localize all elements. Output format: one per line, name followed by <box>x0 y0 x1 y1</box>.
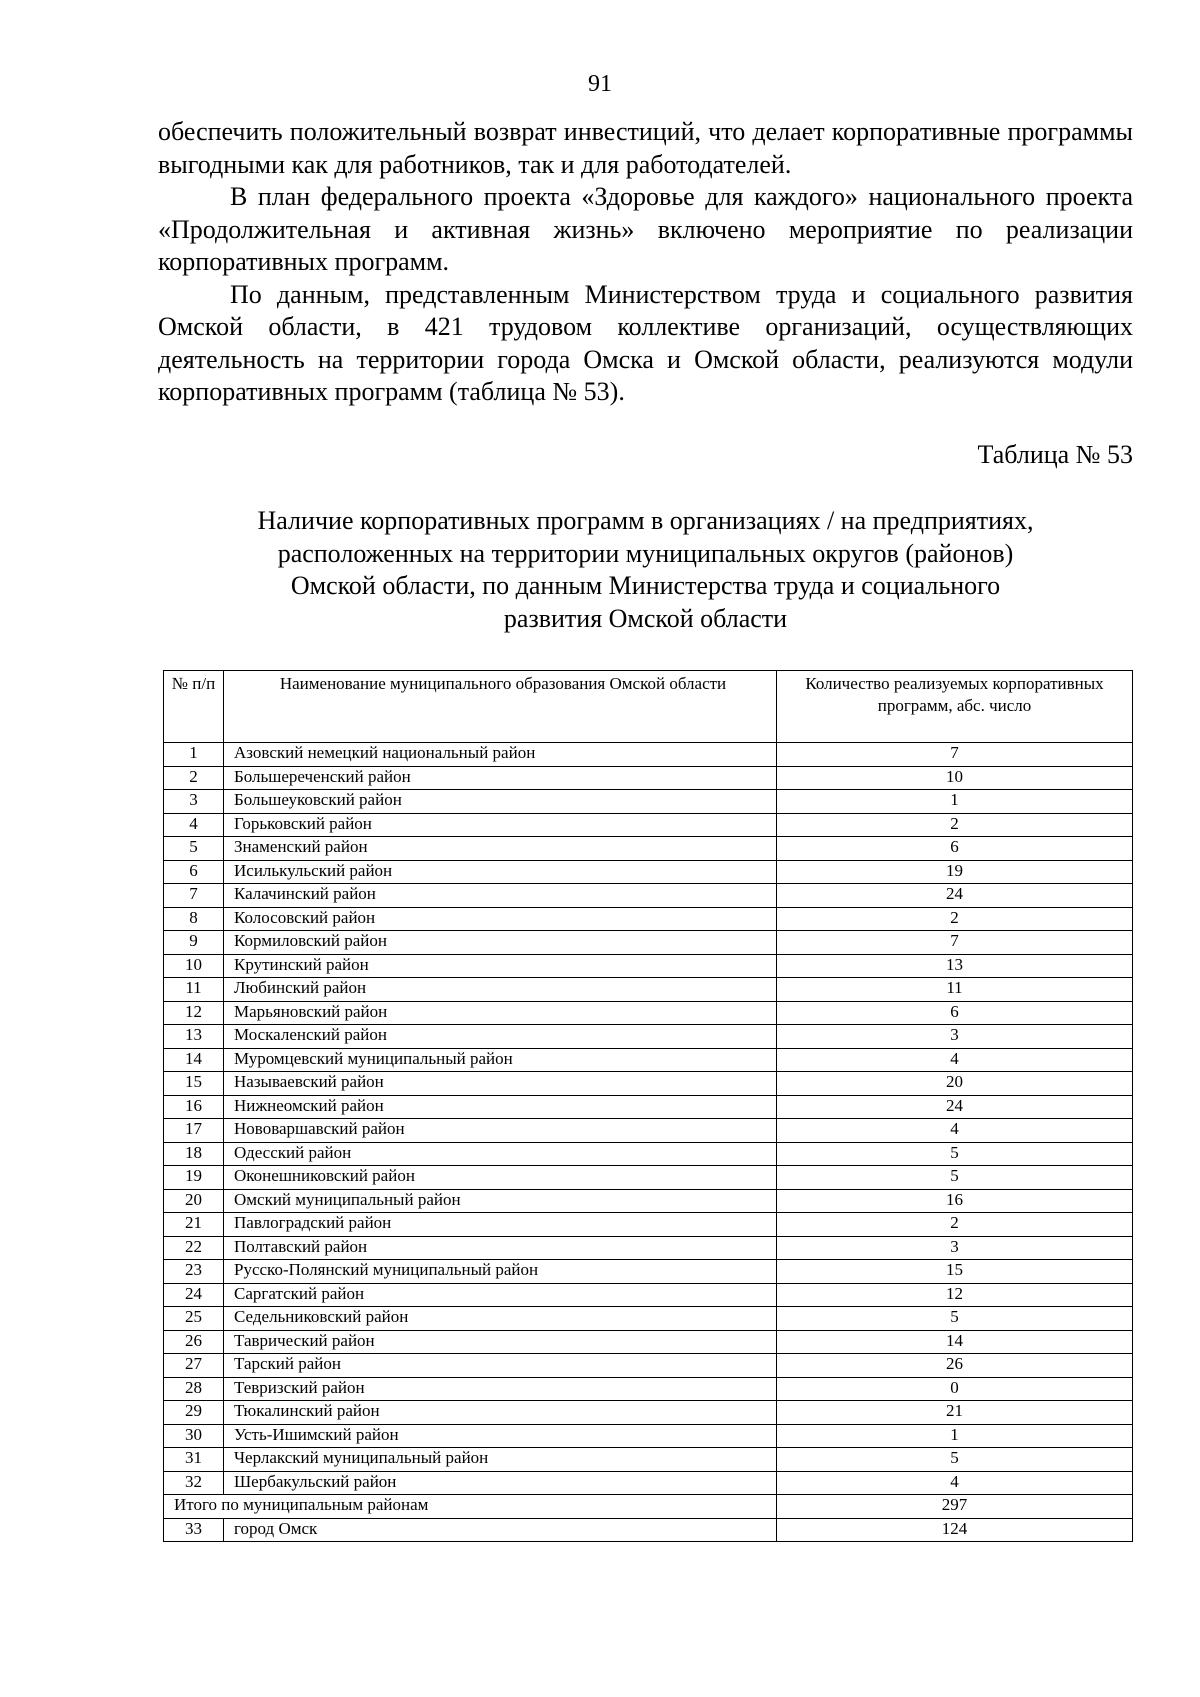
row-number: 15 <box>164 1072 224 1096</box>
row-number: 22 <box>164 1236 224 1260</box>
row-number: 28 <box>164 1377 224 1401</box>
table-row <box>164 1048 1133 1072</box>
row-name: Муромцевский муниципальный район <box>224 1048 777 1072</box>
row-number: 7 <box>164 884 224 908</box>
row-count: 6 <box>777 1001 1133 1025</box>
row-count: 11 <box>777 978 1133 1002</box>
row-number: 6 <box>164 860 224 884</box>
table-title-line: Омской области, по данным Министерства труда и социального <box>290 571 1001 600</box>
row-number: 20 <box>164 1189 224 1213</box>
row-name: Омский муниципальный район <box>224 1189 777 1213</box>
body-text <box>158 116 1133 409</box>
table-row <box>164 860 1133 884</box>
row-count: 0 <box>777 1377 1133 1401</box>
row-count: 3 <box>777 1025 1133 1049</box>
row-count: 4 <box>777 1048 1133 1072</box>
table-row <box>164 907 1133 931</box>
row-number: 1 <box>164 743 224 767</box>
table-row <box>164 1354 1133 1378</box>
row-count: 1 <box>777 790 1133 814</box>
row-name: Кормиловский район <box>224 931 777 955</box>
row-name: Нововаршавский район <box>224 1119 777 1143</box>
table-row <box>164 1142 1133 1166</box>
row-number: 10 <box>164 954 224 978</box>
row-count: 7 <box>777 931 1133 955</box>
row-number: 31 <box>164 1448 224 1472</box>
row-name: Называевский район <box>224 1072 777 1096</box>
table-title-line: развития Омской области <box>503 603 788 633</box>
row-number: 23 <box>164 1260 224 1284</box>
table-row <box>164 931 1133 955</box>
row-count: 5 <box>777 1166 1133 1190</box>
table-title-line: Наличие корпоративных программ в организациях / на предприятиях, <box>257 506 1034 535</box>
row-name: город Омск <box>224 1518 777 1542</box>
row-number: 30 <box>164 1424 224 1448</box>
table-title <box>158 505 1133 635</box>
table-row <box>164 1401 1133 1425</box>
row-count: 4 <box>777 1471 1133 1495</box>
row-name: Русско-Полянский муниципальный район <box>224 1260 777 1284</box>
row-name: Азовский немецкий национальный район <box>224 743 777 767</box>
row-name: Знаменский район <box>224 837 777 861</box>
row-count: 12 <box>777 1283 1133 1307</box>
row-name: Седельниковский район <box>224 1307 777 1331</box>
row-name: Таврический район <box>224 1330 777 1354</box>
row-name: Калачинский район <box>224 884 777 908</box>
row-name: Полтавский район <box>224 1236 777 1260</box>
row-name: Исилькульский район <box>224 860 777 884</box>
table-row <box>164 813 1133 837</box>
row-number: 18 <box>164 1142 224 1166</box>
table-row <box>164 1001 1133 1025</box>
table-body <box>164 743 1133 1542</box>
table-row <box>164 954 1133 978</box>
table-row <box>164 1518 1133 1542</box>
total-row <box>164 1495 1133 1519</box>
table-row <box>164 1095 1133 1119</box>
table-row <box>164 1213 1133 1237</box>
header-count: Количество реализуемых корпоративных программ, абс. число <box>777 671 1133 743</box>
row-count: 2 <box>777 907 1133 931</box>
table-row <box>164 978 1133 1002</box>
row-number: 9 <box>164 931 224 955</box>
row-number: 16 <box>164 1095 224 1119</box>
row-name: Любинский район <box>224 978 777 1002</box>
row-number: 25 <box>164 1307 224 1331</box>
row-number: 8 <box>164 907 224 931</box>
table-row <box>164 1307 1133 1331</box>
row-name: Марьяновский район <box>224 1001 777 1025</box>
row-number: 3 <box>164 790 224 814</box>
table-row <box>164 1424 1133 1448</box>
table-row <box>164 1119 1133 1143</box>
row-number: 17 <box>164 1119 224 1143</box>
table-row <box>164 1025 1133 1049</box>
table-row <box>164 1189 1133 1213</box>
row-number: 27 <box>164 1354 224 1378</box>
row-number: 11 <box>164 978 224 1002</box>
row-count: 20 <box>777 1072 1133 1096</box>
table-row <box>164 790 1133 814</box>
row-name: Тевризский район <box>224 1377 777 1401</box>
table-row <box>164 743 1133 767</box>
row-count: 14 <box>777 1330 1133 1354</box>
page-number: 91 <box>588 71 612 97</box>
row-name: Оконешниковский район <box>224 1166 777 1190</box>
table-row <box>164 1448 1133 1472</box>
row-name: Одесский район <box>224 1142 777 1166</box>
row-count: 5 <box>777 1142 1133 1166</box>
row-number: 33 <box>164 1518 224 1542</box>
paragraph-1: обеспечить положительный возврат инвестиций, что делает корпоративные программы выгодными как для работников, так и для работодателей. <box>158 117 1133 179</box>
row-count: 19 <box>777 860 1133 884</box>
row-count: 26 <box>777 1354 1133 1378</box>
table-row <box>164 1260 1133 1284</box>
table-header-row <box>164 671 1133 743</box>
total-count: 297 <box>777 1495 1133 1519</box>
total-label: Итого по муниципальным районам <box>164 1495 777 1519</box>
row-name: Тарский район <box>224 1354 777 1378</box>
row-count: 6 <box>777 837 1133 861</box>
row-count: 2 <box>777 813 1133 837</box>
row-count: 3 <box>777 1236 1133 1260</box>
row-number: 21 <box>164 1213 224 1237</box>
row-number: 5 <box>164 837 224 861</box>
row-number: 24 <box>164 1283 224 1307</box>
header-name: Наименование муниципального образования Омской области <box>224 671 777 743</box>
row-number: 4 <box>164 813 224 837</box>
table-row <box>164 1283 1133 1307</box>
row-count: 2 <box>777 1213 1133 1237</box>
row-number: 2 <box>164 766 224 790</box>
table-title-line: расположенных на территории муниципальных округов (районов) <box>277 538 1014 568</box>
programs-table <box>163 670 1133 1542</box>
row-count: 13 <box>777 954 1133 978</box>
row-count: 10 <box>777 766 1133 790</box>
paragraph-3: По данным, представленным Министерством труда и социального развития Омской области, в 421 трудовом коллективе организаций, осуществляющих деятельность на территории города Омска и Омской области, реализуются модули корпоративных программ (таблица № 53). <box>158 279 1133 406</box>
table-row <box>164 1471 1133 1495</box>
row-count: 24 <box>777 1095 1133 1119</box>
row-name: Усть-Ишимский район <box>224 1424 777 1448</box>
row-number: 14 <box>164 1048 224 1072</box>
row-count: 15 <box>777 1260 1133 1284</box>
row-name: Крутинский район <box>224 954 777 978</box>
row-number: 26 <box>164 1330 224 1354</box>
row-number: 13 <box>164 1025 224 1049</box>
paragraph-2: В план федерального проекта «Здоровье для каждого» национального проекта «Продолжительная и активная жизнь» включено мероприятие по реализации корпоративных программ. <box>158 182 1133 276</box>
table-row <box>164 1330 1133 1354</box>
row-count: 7 <box>777 743 1133 767</box>
row-count: 21 <box>777 1401 1133 1425</box>
header-num: № п/п <box>164 671 224 743</box>
row-name: Горьковский район <box>224 813 777 837</box>
row-name: Павлоградский район <box>224 1213 777 1237</box>
row-name: Москаленский район <box>224 1025 777 1049</box>
row-number: 32 <box>164 1471 224 1495</box>
row-count: 4 <box>777 1119 1133 1143</box>
row-number: 29 <box>164 1401 224 1425</box>
row-count: 16 <box>777 1189 1133 1213</box>
row-count: 5 <box>777 1448 1133 1472</box>
row-count: 5 <box>777 1307 1133 1331</box>
row-count: 24 <box>777 884 1133 908</box>
row-name: Большереченский район <box>224 766 777 790</box>
table-row <box>164 1377 1133 1401</box>
row-count: 124 <box>777 1518 1133 1542</box>
row-name: Большеуковский район <box>224 790 777 814</box>
table-row <box>164 837 1133 861</box>
table-row <box>164 1236 1133 1260</box>
table-row <box>164 1072 1133 1096</box>
row-number: 19 <box>164 1166 224 1190</box>
row-name: Саргатский район <box>224 1283 777 1307</box>
row-name: Тюкалинский район <box>224 1401 777 1425</box>
row-count: 1 <box>777 1424 1133 1448</box>
table-row <box>164 766 1133 790</box>
row-name: Черлакский муниципальный район <box>224 1448 777 1472</box>
row-name: Колосовский район <box>224 907 777 931</box>
table-row <box>164 884 1133 908</box>
row-name: Шербакульский район <box>224 1471 777 1495</box>
row-name: Нижнеомский район <box>224 1095 777 1119</box>
row-number: 12 <box>164 1001 224 1025</box>
table-row <box>164 1166 1133 1190</box>
table-label: Таблица № 53 <box>977 440 1133 469</box>
